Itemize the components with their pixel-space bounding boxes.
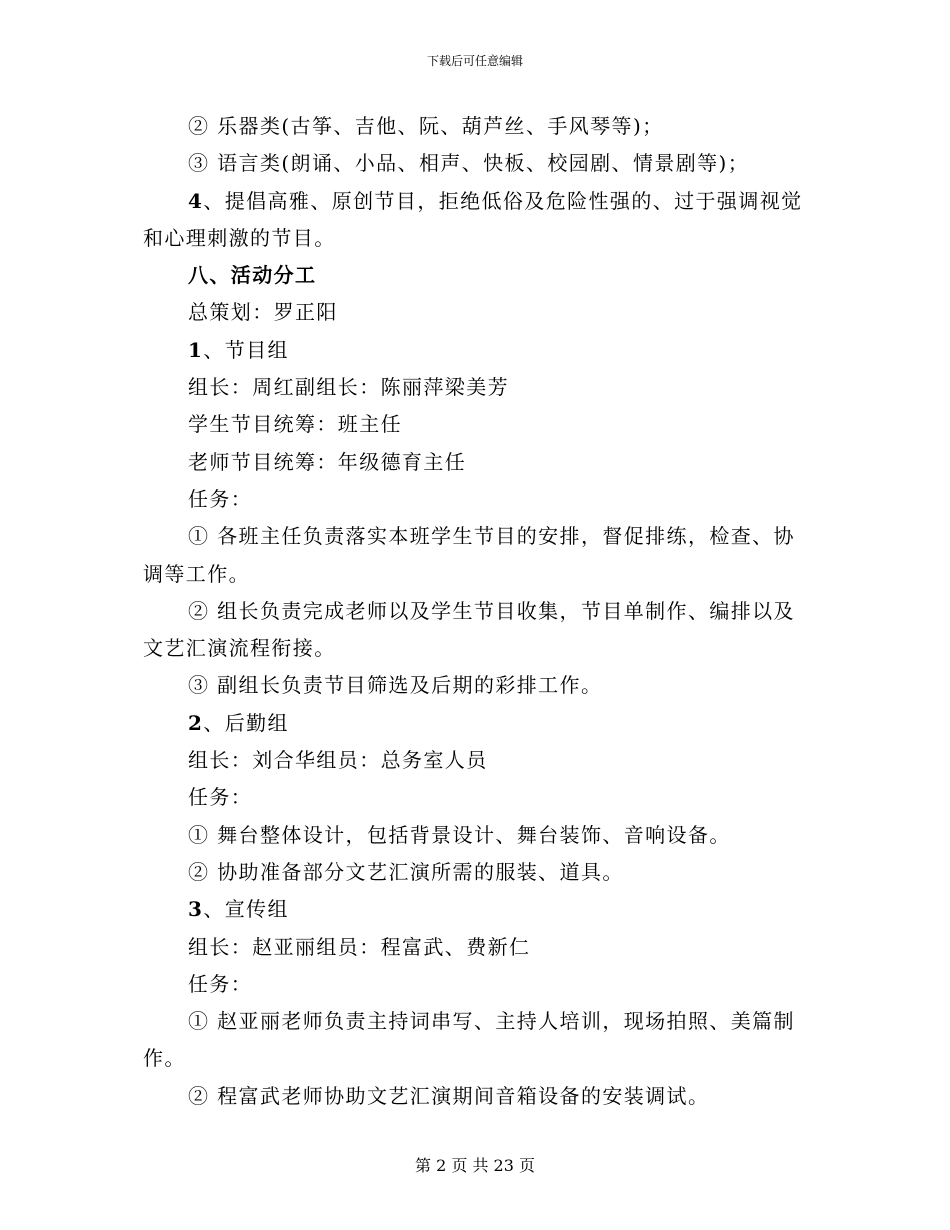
- item-number: 1: [188, 337, 204, 362]
- text-line: ② 程富武老师协助文艺汇演期间音箱设备的安装调试。: [188, 1083, 710, 1108]
- text-line: 组长：刘合华组员：总务室人员: [188, 748, 488, 773]
- text-line: ② 乐器类(古筝、吉他、阮、葫芦丝、手风琴等)；: [188, 114, 664, 138]
- item-number: 3: [188, 897, 204, 922]
- text-line: ① 各班主任负责落实本班学生节目的安排，督促排练，检查、协: [188, 524, 795, 549]
- text-line: 老师节目统筹：年级德育主任: [188, 449, 467, 474]
- text-line: 学生节目统筹：班主任: [188, 412, 402, 437]
- text-line: 总策划：罗正阳: [188, 300, 338, 325]
- text-line: 组长：周红副组长：陈丽萍梁美芳: [188, 375, 509, 400]
- text-line: 和心理刺激的节目。: [143, 225, 336, 250]
- text-line: ② 组长负责完成老师以及学生节目收集，节目单制作、编排以及: [188, 598, 795, 623]
- text-line: 组长：赵亚丽组员：程富武、费新仁: [188, 934, 531, 959]
- text-line: ① 舞台整体设计，包括背景设计、舞台装饰、音响设备。: [188, 822, 731, 847]
- text-line: ② 协助准备部分文艺汇演所需的服装、道具。: [188, 859, 624, 884]
- text-line: 调等工作。: [143, 561, 250, 586]
- subsection-heading: 1、节目组: [188, 337, 289, 362]
- text-line: 文艺汇演流程衔接。: [143, 636, 336, 661]
- text-line: ③ 语言类(朗诵、小品、相声、快板、校园剧、情景剧等)；: [188, 151, 750, 176]
- item-number: 4: [188, 188, 204, 213]
- text-line: ① 赵亚丽老师负责主持词串写、主持人培训，现场拍照、美篇制: [188, 1009, 795, 1034]
- text-line: 任务：: [188, 486, 253, 511]
- text-line: 任务：: [188, 785, 253, 810]
- item-number: 2: [188, 710, 204, 735]
- text-line: 作。: [143, 1046, 186, 1071]
- subsection-heading: 2、后勤组: [188, 710, 289, 735]
- subsection-heading: 3、宣传组: [188, 897, 289, 922]
- page-header: 下载后可任意编辑: [426, 54, 523, 68]
- document-body: [143, 108, 813, 1115]
- text-line: 4、提倡高雅、原创节目，拒绝低俗及危险性强的、过于强调视觉: [188, 188, 803, 213]
- text-line: 任务：: [188, 971, 253, 996]
- text-line: ③ 副组长负责节目筛选及后期的彩排工作。: [188, 673, 603, 698]
- section-heading: 八、活动分工: [188, 263, 317, 288]
- page-footer: 第 2 页 共 23 页: [415, 1156, 535, 1175]
